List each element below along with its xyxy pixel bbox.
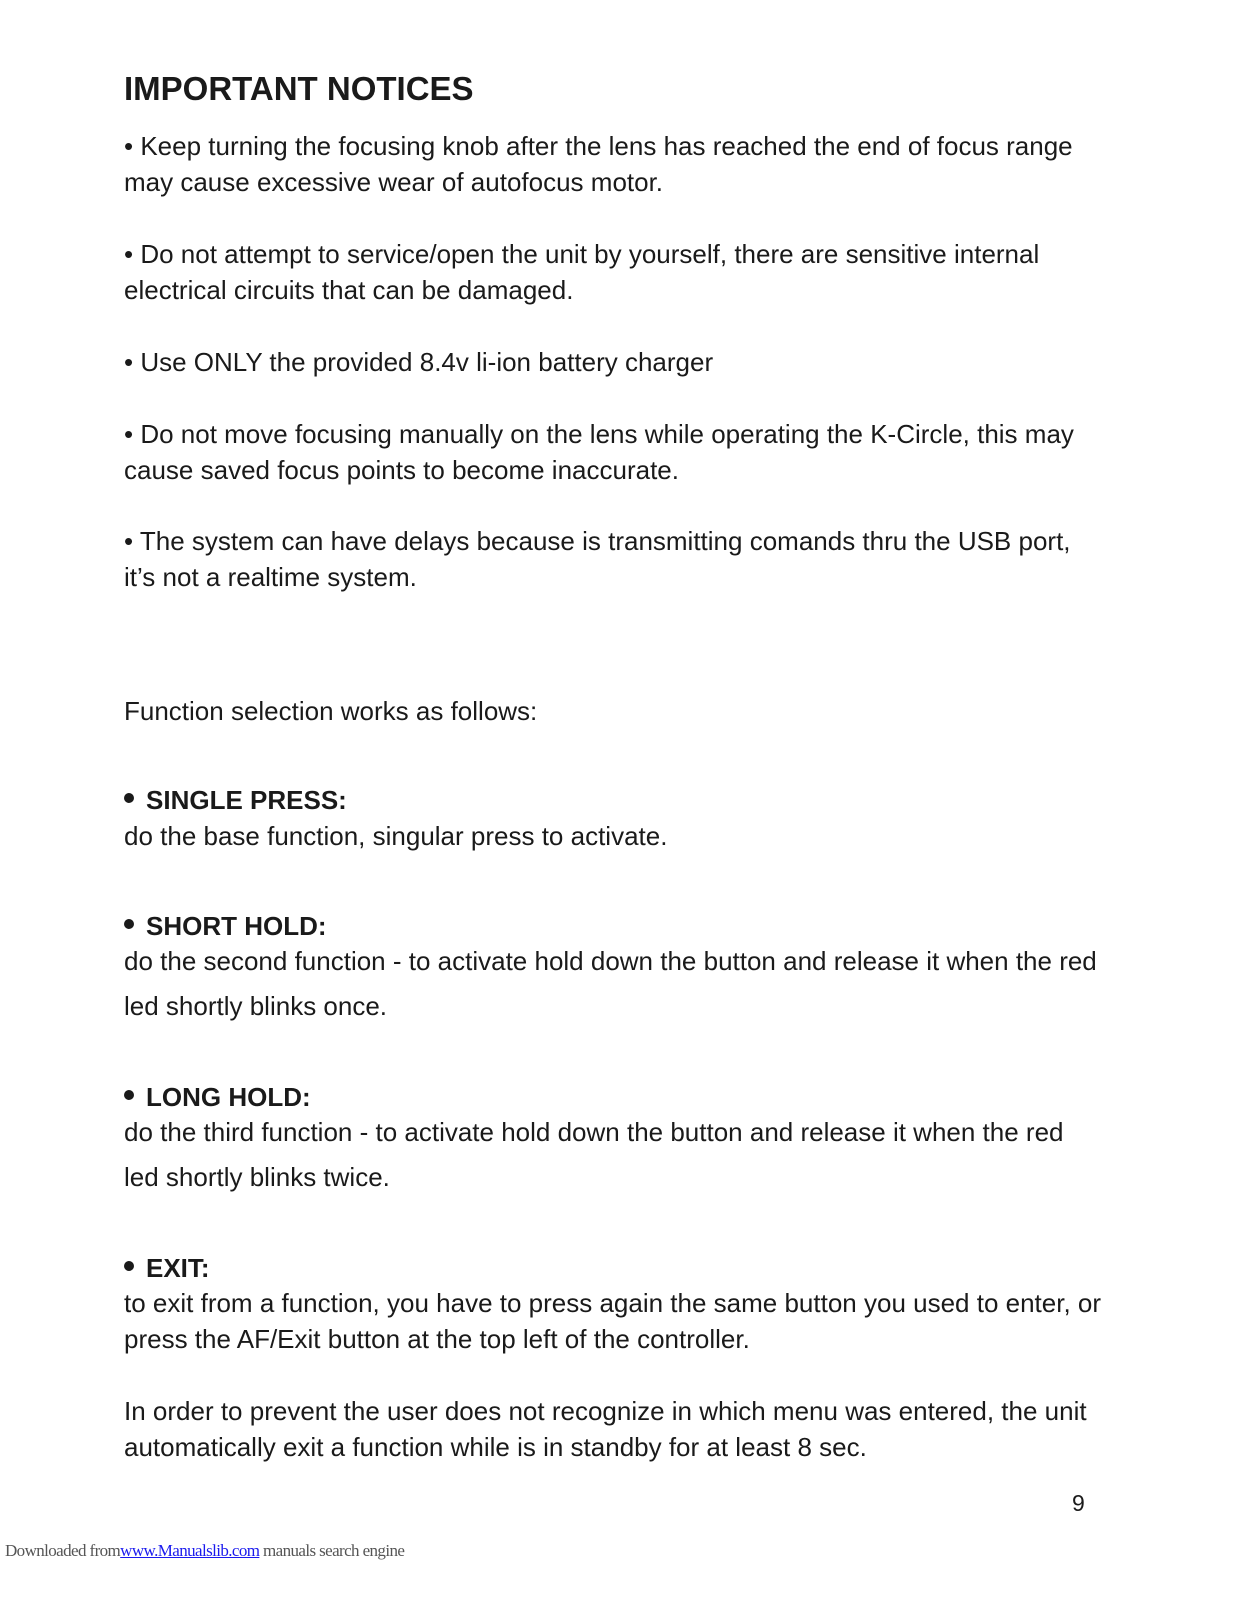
notice-item: • Use ONLY the provided 8.4v li-ion battery charger [124,347,714,377]
function-intro: Function selection works as follows: [124,696,538,726]
bullet-dot-icon [124,793,134,803]
download-footer [5,1541,404,1561]
bullet-dot-icon [124,1261,134,1271]
notice-item: • Do not move focusing manually on the lens while operating the K-Circle, this may cause saved focus points to become inaccurate. [124,419,1074,485]
bullet-dot-icon [124,919,134,929]
page-heading: IMPORTANT NOTICES [124,70,474,107]
function-description: do the third function - to activate hold down the button and release it when the red led shortly blinks twice. [124,1117,1064,1192]
page-number: 9 [1072,1490,1085,1516]
function-title-long-hold: LONG HOLD: [124,1079,311,1115]
function-title-exit: EXIT: [124,1250,210,1286]
notice-item: • Do not attempt to service/open the unit by yourself, there are sensitive internal electrical circuits that can be damaged. [124,239,1040,305]
function-title-single-press: SINGLE PRESS: [124,782,347,818]
function-title-short-hold: SHORT HOLD: [124,908,327,944]
bullet-dot-icon [124,1090,134,1100]
function-description: to exit from a function, you have to press again the same button you used to enter, or press the AF/Exit button at the top left of the controller. [124,1288,1102,1354]
footer-suffix: manuals search engine [259,1541,405,1560]
function-description: do the second function - to activate hold down the button and release it when the red led shortly blinks once. [124,946,1097,1021]
footer-prefix: Downloaded from [5,1541,121,1560]
manualslib-link[interactable]: www.Manualslib.com [120,1541,260,1560]
notice-item: • The system can have delays because is transmitting comands thru the USB port, it’s not a realtime system. [124,526,1071,592]
function-description: do the base function, singular press to activate. [124,821,668,851]
closing-paragraph: In order to prevent the user does not recognize in which menu was entered, the unit automatically exit a function while is in standby for at least 8 sec. [124,1396,1087,1462]
notice-item: • Keep turning the focusing knob after the lens has reached the end of focus range may cause excessive wear of autofocus motor. [124,131,1073,197]
